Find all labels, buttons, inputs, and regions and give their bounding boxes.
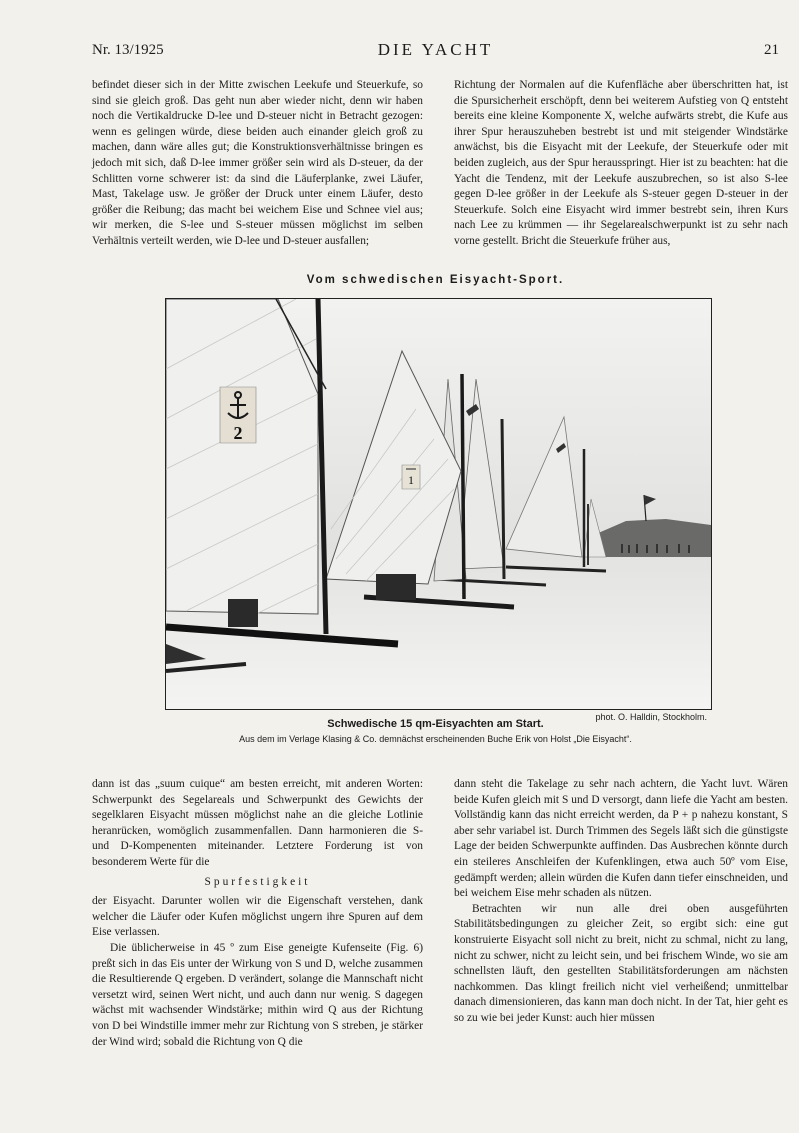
section-title: Vom schwedischen Eisyacht-Sport. (306, 274, 565, 286)
paragraph: der Eisyacht. Darunter wollen wir die Eigenschaft verstehen, dank welcher die Läufer oder Kufen möglichst ungern ihre Spuren auf dem Eise verlassen. (92, 895, 423, 939)
page-number: 21 (764, 42, 779, 58)
paragraph: Betrachten wir nun alle drei oben ausgeführten Stabilitätsbedingungen zu gleicher Zeit, so ergibt sich: eine gut konstruierte Eisyacht soll nicht zu breit, nicht zu schmal, nicht zu lang, nicht zu schwer, nicht zu leicht sein, und bei frischem Winde, wo sie am schnellsten läuft, den gestellten Stabilitätsforderungen am nächsten nachkommen. Das klingt freilich nicht viel verheißend; unmittelbar danach dimensionieren, das kann man doch nicht. In der Tat, hier geht es so zu wie bei jeder Kunst: auch hier müssen (454, 902, 788, 1024)
paragraph: befindet dieser sich in der Mitte zwischen Leekufe und Steuerkufe, so sind sie gleich groß. Das geht nun aber wieder nicht, denn wir haben noch die Vertikaldrucke D-lee und D-steuer nicht in Betracht gezogen: wenn es gelingen würde, diese beiden auch einander gleich groß zu machen, dann wäre alles gut; die Konstruktionsverhältnisse bringen es jedoch mit sich, daß D-lee immer größer sein wird als D-steuer, da der Schlitten vorne schwerer ist: da sind die Läuferplanke, zwei Läufer, Mast, Takelage usw. Je größer der Druck unter einem Läufer, desto größer die Reibung; das macht bei weichem Eise und Schnee viel aus; wir merken, die S-lee und S-steuer müssen möglichst im selben Verhältnis verteilt werden, wie D-lee und D-steuer ausfallen; (92, 79, 423, 247)
paragraph: dann steht die Takelage zu sehr nach achtern, die Yacht luvt. Wären beide Kufen gleich mit S und D versorgt, dann liefe die Yacht am besten. Vollständig kann das nicht erreicht werden, da P + p nahezu konstant, S aber sehr variabel ist. Durch Trimmen des Segels läßt sich die günstigste Lage der beiden Schwerpunkte auffinden. Das Ausbrechen könnte durch ein steileres Anschleifen der Kufenklingen, etwa auch 50º vom Eise, gedämpft werden; allein würden die Kufen dann tiefer einschneiden, und bei weichem Eise mehr schaden als nützen. (454, 778, 788, 900)
sail-number-large: 2 (233, 423, 243, 443)
ice-yacht-illustration (166, 299, 711, 709)
column-bottom-right (454, 777, 788, 1027)
subheading: Spurfestigkeit (204, 875, 311, 888)
paragraph: Richtung der Normalen auf die Kufenfläche aber überschritten hat, ist die Spursicherheit erschöpft, denn bei weiterem Aufstieg von Q entsteht bereits eine kleine Komponente X, welche aufwärts strebt, die Kufe aus ihrer Spur herauszuheben bestrebt ist und mit steigender Windstärke anwächst, bis die Eisyacht mit der Leekufe, der Steuerkufe oder mit beiden zugleich, aus der Spur herausspringt. Hier ist zu beachten: hat die Yacht die Tendenz, mit der Leekufe auszubrechen, so ist also S-lee gegen D-lee größer in der Leekufe als S-steuer gegen D-steuer in der Steuerkufe. Solch eine Eisyacht wird immer bestrebt sein, ihren Kurs nach Lee zu krümmen — ihr Segelarealschwerpunkt ist zu sehr nach vorne gestellt. Bricht die Steuerkufe früher aus, (454, 79, 788, 247)
photo-caption: Schwedische 15 qm-Eisyachten am Start. (327, 718, 544, 730)
ice-yacht-photo (165, 298, 712, 710)
journal-title: DIE YACHT (377, 40, 494, 59)
page-header (92, 42, 779, 66)
column-top-left (92, 78, 423, 250)
column-bottom-left (92, 777, 423, 1050)
paragraph: Die üblicherweise in 45 º zum Eise geneigte Kufenseite (Fig. 6) preßt sich in das Eis unter der Wirkung von S und D, welche zusammen die Resultierende Q ergeben. D verändert, solange die Mannschaft nicht versetzt wird, seinen Wert nicht, und auch dann nur wenig. S dagegen wächst mit wachsender Windstärke; mithin wird Q aus der Richtung von D bei Windstille immer mehr zur Richtung von S streben, je stärker der Wind wird; sobald die Richtung von Q die (92, 941, 423, 1048)
column-top-right (454, 78, 788, 250)
issue-number: Nr. 13/1925 (92, 42, 164, 58)
photo-credit: phot. O. Halldin, Stockholm. (595, 712, 707, 722)
photo-subcaption: Aus dem im Verlage Klasing & Co. demnächst erscheinenden Buche Erik von Holst „Die Eisyacht“. (239, 734, 632, 744)
paragraph: dann ist das „suum cuique“ am besten erreicht, mit anderen Worten: Schwerpunkt des Segelareals und Schwerpunkt des Gewichts der segelklaren Eisyacht müssen möglichst nahe an die gleiche Lotlinie heranrücken, womöglich zusammenfallen. Dann harmonieren die S- und D-Kompenenten miteinander. Letztere Forderung ist von besonderem Werte für die (92, 778, 423, 868)
sail-number-small: 1 (408, 473, 414, 487)
